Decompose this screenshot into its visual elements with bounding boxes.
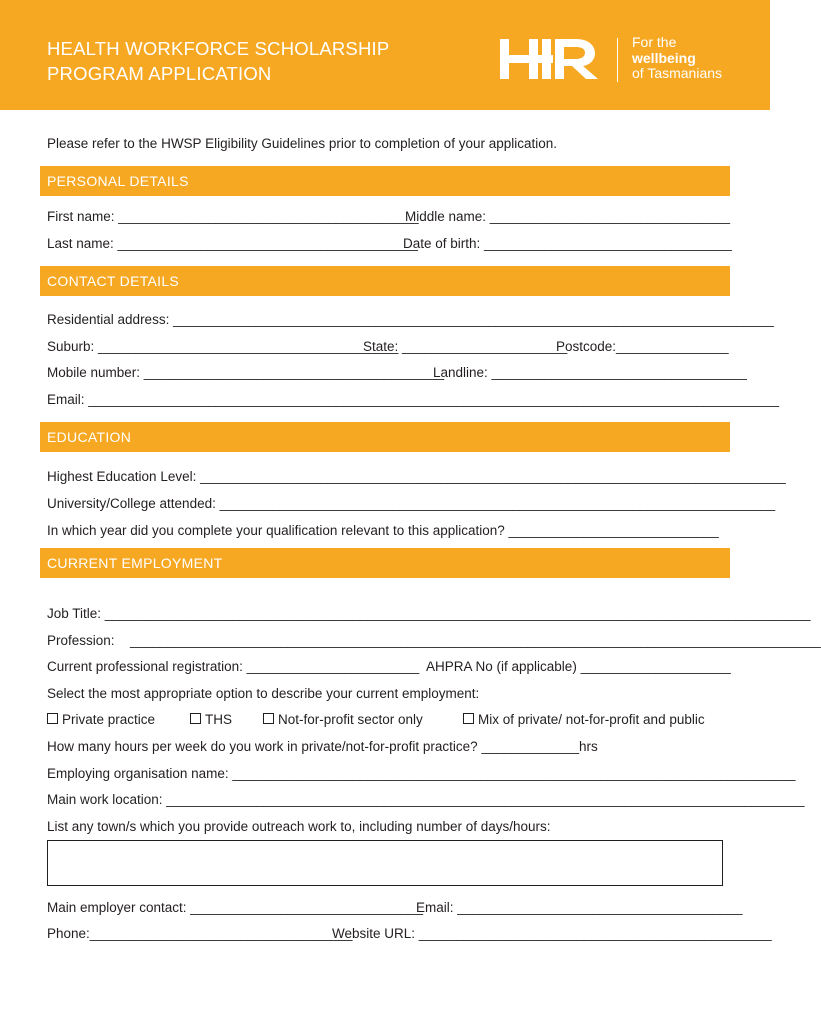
main-work-location-field[interactable]: [47, 791, 805, 809]
tagline-line-1: For the: [632, 34, 677, 50]
university-label: University/College attended: __________________________________________________________________________: [47, 496, 776, 511]
profession-field[interactable]: ____________________________________________________________________________________________: [130, 633, 821, 648]
landline-field[interactable]: Landline: __________________________________: [433, 365, 747, 380]
option-label: Mix of private/ not-for-profit and public: [478, 712, 705, 727]
logo-divider: [617, 38, 618, 82]
checkbox-icon[interactable]: [47, 713, 58, 724]
intro-text: Please refer to the HWSP Eligibility Guidelines prior to completion of your application.: [47, 136, 558, 151]
registration-field[interactable]: Current professional registration: _______________________: [47, 659, 420, 674]
residential-address-label: Residential address: ________________________________________________________________________________: [47, 312, 774, 327]
university-field[interactable]: [47, 495, 776, 513]
email-field[interactable]: [47, 391, 779, 409]
tagline-line-2: wellbeing: [632, 49, 696, 66]
job-title-field[interactable]: [47, 605, 811, 623]
header-banner: [0, 0, 770, 110]
form-title: [47, 36, 389, 86]
section-education: EDUCATION: [40, 422, 730, 452]
state-field[interactable]: State: ______________________: [363, 339, 568, 354]
option-mix[interactable]: [463, 711, 705, 729]
option-ths[interactable]: [190, 711, 232, 729]
employing-organisation-field[interactable]: [47, 765, 796, 783]
checkbox-icon[interactable]: [263, 713, 274, 724]
outreach-text-box[interactable]: [47, 840, 723, 886]
outreach-prompt: List any town/s which you provide outreach work to, including number of days/hours:: [47, 819, 551, 834]
website-url-field[interactable]: Website URL: _______________________________________________: [332, 926, 772, 941]
qualification-year-label: In which year did you complete your qualification relevant to this application? ____________________________: [47, 523, 719, 538]
tagline-line-3: of Tasmanians: [632, 65, 723, 81]
form-title-line-1: HEALTH WORKFORCE SCHOLARSHIP: [47, 38, 390, 59]
last-name-field[interactable]: Last name: ________________________________________: [47, 236, 418, 251]
form-title-line-2: PROGRAM APPLICATION: [47, 63, 272, 84]
ahpra-field[interactable]: AHPRA No (if applicable) ____________________: [426, 659, 731, 674]
first-name-field[interactable]: First name: ________________________________________: [47, 209, 419, 224]
checkbox-icon[interactable]: [190, 713, 201, 724]
main-employer-contact-field[interactable]: Main employer contact: _______________________________: [47, 900, 424, 915]
mobile-number-field[interactable]: Mobile number: ________________________________________: [47, 365, 445, 380]
section-current-employment: CURRENT EMPLOYMENT: [40, 548, 730, 578]
employing-organisation-label: Employing organisation name: ___________________________________________________________________________: [47, 766, 796, 781]
option-not-for-profit[interactable]: [263, 711, 423, 729]
thr-logo: [498, 36, 738, 86]
residential-address-field[interactable]: [47, 311, 774, 329]
checkbox-icon[interactable]: [463, 713, 474, 724]
hours-per-week-field[interactable]: How many hours per week do you work in private/not-for-profit practice? _____________hrs: [47, 739, 598, 754]
employer-email-field[interactable]: Email: ______________________________________: [416, 900, 743, 915]
email-label: Email: ____________________________________________________________________________________________: [47, 392, 779, 407]
section-personal-details: PERSONAL DETAILS: [40, 166, 730, 196]
option-label: THS: [205, 712, 232, 727]
postcode-field[interactable]: Postcode:_______________: [556, 339, 729, 354]
qualification-year-field[interactable]: [47, 522, 724, 540]
main-work-location-label: Main work location: _____________________________________________________________________________________: [47, 792, 805, 807]
option-label: Not-for-profit sector only: [278, 712, 423, 727]
profession-label: Profession:: [47, 633, 115, 648]
phone-field[interactable]: Phone:___________________________________: [47, 926, 353, 941]
thr-logo-mark: [498, 36, 602, 82]
middle-name-field[interactable]: Middle name: ________________________________: [405, 209, 731, 224]
highest-education-label: Highest Education Level: ______________________________________________________________________________: [47, 469, 786, 484]
date-of-birth-field[interactable]: Date of birth: _________________________________: [403, 236, 732, 251]
highest-education-field[interactable]: [47, 468, 786, 486]
logo-tagline: [632, 35, 722, 82]
suburb-field[interactable]: Suburb: ________________________________________: [47, 339, 399, 354]
option-private-practice[interactable]: [47, 711, 155, 729]
job-title-label: Job Title: ______________________________________________________________________________________________: [47, 606, 811, 621]
employment-type-prompt: Select the most appropriate option to describe your current employment:: [47, 686, 480, 701]
option-label: Private practice: [62, 712, 156, 727]
section-contact-details: CONTACT DETAILS: [40, 266, 730, 296]
